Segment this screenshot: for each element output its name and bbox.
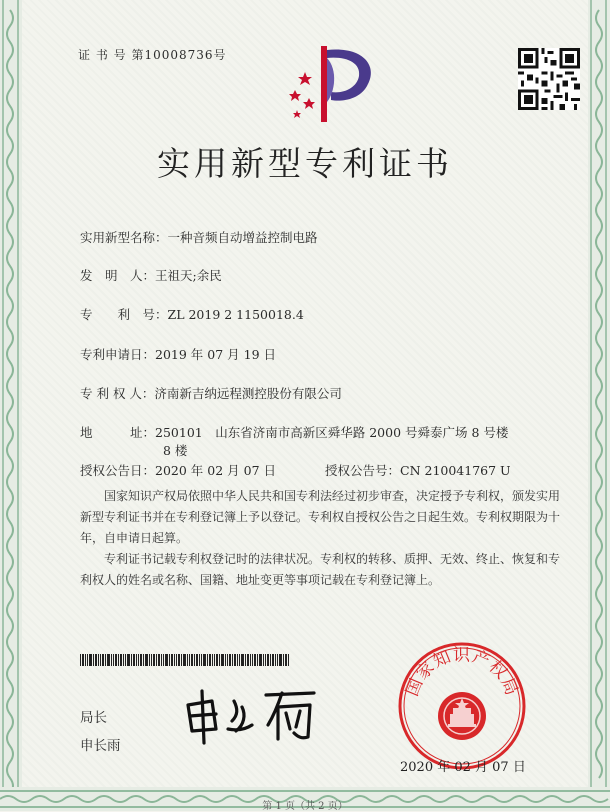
legal-paragraph-2-line2: 利权人的姓名或名称、国籍、地址变更等事项记载在专利登记簿上。 [80, 573, 441, 587]
legal-paragraph-2 [80, 549, 580, 591]
legal-paragraph-1-line1: 国家知识产权局依照中华人民共和国专利法经过初步审查，决定授予专利权，颁发实用 [104, 489, 561, 503]
grant-number-value: CN 210041767 U [400, 463, 511, 478]
certificate-number: 证 书 号 第10008736号 [78, 48, 227, 62]
grant-date-label: 授权公告日： [80, 463, 156, 478]
director-name: 申长雨 [80, 738, 121, 754]
grant-number-row [325, 461, 511, 479]
filing-date-row [80, 345, 276, 363]
filing-date-label: 专利申请日： [80, 347, 156, 362]
inventor-row [80, 266, 222, 284]
legal-paragraph-1-line2: 新型专利证书并在专利登记簿上予以登记。专利权自授权公告之日起生效。专利权期限为十 [80, 510, 561, 524]
director-title: 局长 [80, 710, 107, 726]
patentee-row [80, 384, 342, 402]
address-row [80, 423, 508, 441]
legal-paragraph-2-line1: 专利证书记载专利权登记时的法律状况。专利权的转移、质押、无效、终止、恢复和专 [104, 552, 561, 566]
svg-text:国家知识产权局 [402, 646, 522, 700]
utility-model-name-value: 一种音频自动增益控制电路 [167, 230, 318, 245]
utility-model-name-label: 实用新型名称： [80, 230, 168, 245]
address-value-line1: 250101 山东省济南市高新区舜华路 2000 号舜泰广场 8 号楼 [155, 425, 509, 440]
certificate-title: 实用新型专利证书 [157, 144, 453, 183]
address-value-line2: 8 楼 [163, 443, 188, 458]
inventor-value: 王祖天;余民 [155, 268, 222, 283]
cnipa-emblem-icon [283, 40, 383, 128]
inventor-label: 发 明 人： [80, 268, 156, 283]
seal-date: 2020 年 02 月 07 日 [400, 760, 526, 775]
patentee-value: 济南新吉纳远程测控股份有限公司 [154, 386, 342, 401]
grant-date-value: 2020 年 02 月 07 日 [155, 463, 277, 478]
handwritten-signature-icon [182, 685, 332, 747]
left-ornamental-border [0, 0, 22, 811]
legal-paragraph-1-line3: 年，自申请日起算。 [80, 531, 189, 545]
seal-text: 国家知识产权局 [402, 645, 522, 700]
patent-number-label: 专 利 号： [80, 307, 168, 322]
filing-date-value: 2019 年 07 月 19 日 [155, 347, 277, 362]
barcode-icon [80, 654, 290, 666]
patentee-label: 专 利 权 人： [80, 386, 155, 401]
patent-number-row [80, 305, 304, 323]
grant-date-row [80, 461, 276, 479]
address-label: 地 址： [80, 425, 156, 440]
right-ornamental-border [588, 0, 610, 811]
grant-number-label: 授权公告号： [325, 463, 401, 478]
utility-model-name-row [80, 228, 318, 246]
page-indicator: 第 1 页（共 2 页） [262, 801, 348, 812]
official-seal-icon [396, 640, 528, 772]
qr-code-icon [518, 48, 580, 110]
patent-number-value: ZL 2019 2 1150018.4 [167, 307, 304, 322]
legal-paragraph-1 [80, 486, 580, 549]
